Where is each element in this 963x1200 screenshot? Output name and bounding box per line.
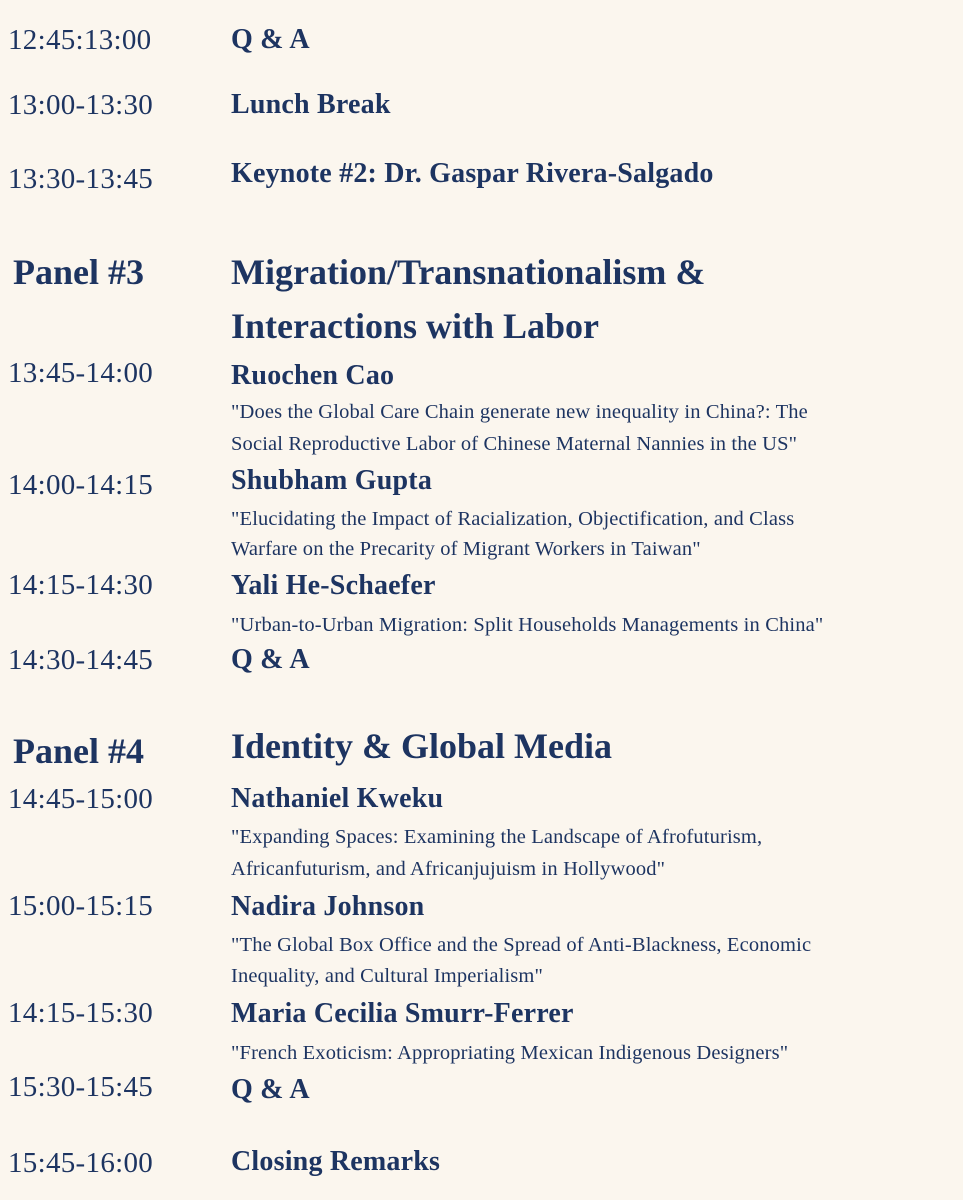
paper-title: Social Reproductive Labor of Chinese Maternal Nannies in the US": [231, 433, 798, 455]
session-title: Keynote #2: Dr. Gaspar Rivera-Salgado: [231, 158, 714, 189]
paper-title: Africanfuturism, and Africanjujuism in Hollywood": [231, 858, 666, 880]
time-slot: 14:00-14:15: [8, 469, 154, 501]
panel-label: Panel #4: [13, 731, 144, 771]
speaker-name: Shubham Gupta: [231, 465, 433, 496]
time-slot: 12:45:13:00: [8, 24, 152, 56]
session-title: Q & A: [231, 644, 310, 675]
paper-title: Warfare on the Precarity of Migrant Workers in Taiwan": [231, 538, 701, 560]
session-title: Q & A: [231, 1074, 310, 1105]
panel-title: Interactions with Labor: [231, 306, 599, 346]
speaker-name: Yali He-Schaefer: [231, 570, 436, 601]
speaker-name: Ruochen Cao: [231, 360, 395, 391]
speaker-name: Nadira Johnson: [231, 891, 425, 922]
session-title: Lunch Break: [231, 89, 391, 120]
time-slot: 15:45-16:00: [8, 1147, 154, 1179]
time-slot: 14:30-14:45: [8, 644, 154, 676]
session-title: Closing Remarks: [231, 1146, 441, 1177]
paper-title: "Elucidating the Impact of Racialization, Objectification, and Class: [231, 508, 795, 530]
panel-title: Migration/Transnationalism &: [231, 252, 706, 292]
paper-title: "The Global Box Office and the Spread of Anti-Blackness, Economic: [231, 934, 812, 956]
paper-title: "French Exoticism: Appropriating Mexican Indigenous Designers": [231, 1042, 789, 1064]
session-title: Q & A: [231, 24, 310, 55]
speaker-name: Nathaniel Kweku: [231, 783, 444, 814]
time-slot: 13:45-14:00: [8, 357, 154, 389]
time-slot: 15:30-15:45: [8, 1071, 154, 1103]
time-slot: 15:00-15:15: [8, 890, 154, 922]
panel-label: Panel #3: [13, 252, 144, 292]
paper-title: "Does the Global Care Chain generate new inequality in China?: The: [231, 401, 808, 423]
paper-title: "Urban-to-Urban Migration: Split Households Managements in China": [231, 614, 824, 636]
time-slot: 14:15-14:30: [8, 569, 154, 601]
paper-title: "Expanding Spaces: Examining the Landscape of Afrofuturism,: [231, 826, 763, 848]
time-slot: 14:45-15:00: [8, 783, 154, 815]
panel-title: Identity & Global Media: [231, 726, 613, 766]
time-slot: 14:15-15:30: [8, 997, 154, 1029]
time-slot: 13:00-13:30: [8, 89, 154, 121]
paper-title: Inequality, and Cultural Imperialism": [231, 965, 544, 987]
speaker-name: Maria Cecilia Smurr-Ferrer: [231, 998, 574, 1029]
time-slot: 13:30-13:45: [8, 163, 154, 195]
